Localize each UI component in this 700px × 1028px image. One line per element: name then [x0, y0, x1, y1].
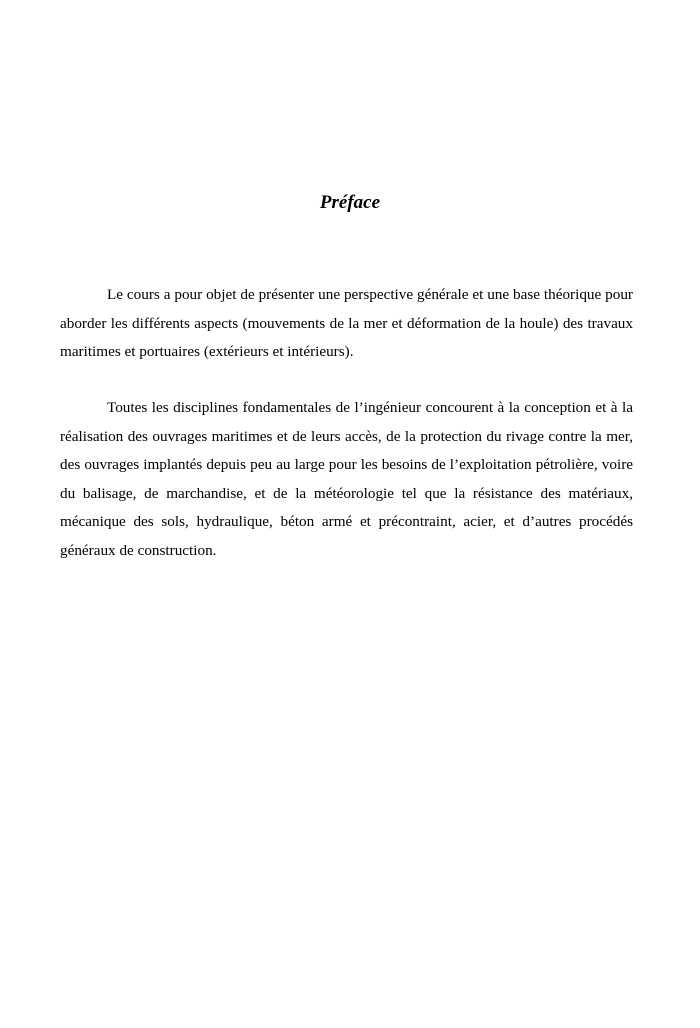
paragraph-2: Toutes les disciplines fondamentales de l’ingénieur concourent à la conception et à la réalisation des ouvrages maritimes et de leurs accès, de la protection du rivage contre la mer, des ouvrages implantés depuis peu au large pour les besoins de l’exploitation pétrolière, voire du balisage, de marchandise, et de la météorologie tel que la résistance des matériaux, mécanique des sols, hydraulique, béton armé et précontraint, acier, et d’autres procédés généraux de construction. — [60, 399, 633, 559]
paragraph-container-1 — [60, 281, 633, 367]
paragraph-1: Le cours a pour objet de présenter une perspective générale et une base théorique pour aborder les différents aspects (mouvements de la mer et déformation de la houle) des travaux maritimes et portuaires (extérieurs et intérieurs). — [60, 286, 633, 360]
paragraph-container-2 — [60, 394, 633, 565]
page-title: Préface — [319, 192, 381, 213]
